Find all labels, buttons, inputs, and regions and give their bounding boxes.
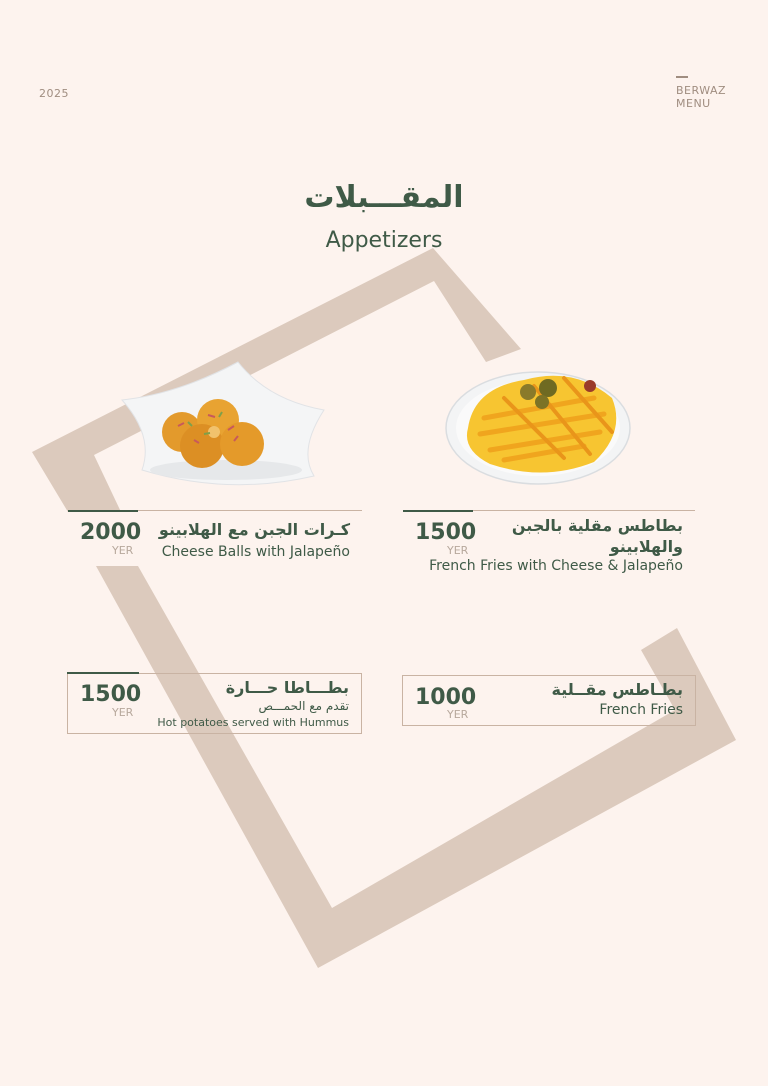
divider-line: [68, 510, 138, 512]
divider-line: [138, 510, 362, 511]
item-note-arabic: تقدم مع الحمـــص: [258, 699, 349, 713]
brand-label: [676, 76, 726, 110]
currency: YER: [112, 706, 134, 719]
menu-item-cheese-fries: [403, 510, 695, 582]
item-name-english: French Fries with Cheese & Jalapeño: [429, 558, 683, 574]
brand-dash: [676, 76, 688, 78]
menu-item-french-fries: [402, 675, 696, 726]
price: 1500: [80, 682, 142, 707]
section-title-arabic: المقـــبلات: [304, 180, 464, 215]
divider-line: [403, 510, 473, 512]
divider-line: [67, 672, 139, 674]
menu-item-cheese-balls: [68, 510, 362, 570]
item-name-english: French Fries: [599, 702, 683, 718]
currency: YER: [112, 544, 134, 557]
item-name-arabic: بطـــاطا حـــارة: [225, 678, 349, 697]
item-name-arabic: كـرات الجبن مع الهلابينو: [158, 520, 350, 539]
cheese-balls-image: [118, 360, 328, 490]
item-name-arabic-line2: والهلابينو: [609, 537, 683, 556]
brand-name: BERWAZ: [676, 83, 727, 97]
divider-line: [473, 510, 695, 511]
currency: YER: [447, 708, 469, 721]
price: 1500: [415, 520, 477, 545]
menu-item-hot-potatoes: [67, 673, 362, 734]
section-title-english: Appetizers: [325, 228, 443, 253]
brand-subtitle: MENU: [676, 96, 711, 110]
item-name-english: Cheese Balls with Jalapeño: [161, 544, 350, 560]
item-name-english: Hot potatoes served with Hummus: [157, 716, 349, 729]
price: 2000: [80, 520, 142, 545]
price: 1000: [415, 685, 477, 710]
item-name-arabic: بطـاطس مقــلية: [551, 680, 683, 699]
item-name-arabic-line1: بطاطس مقلية بالجبن: [511, 516, 683, 535]
currency: YER: [447, 544, 469, 557]
cheese-fries-image: [444, 358, 634, 488]
year-label: 2025: [39, 87, 69, 100]
